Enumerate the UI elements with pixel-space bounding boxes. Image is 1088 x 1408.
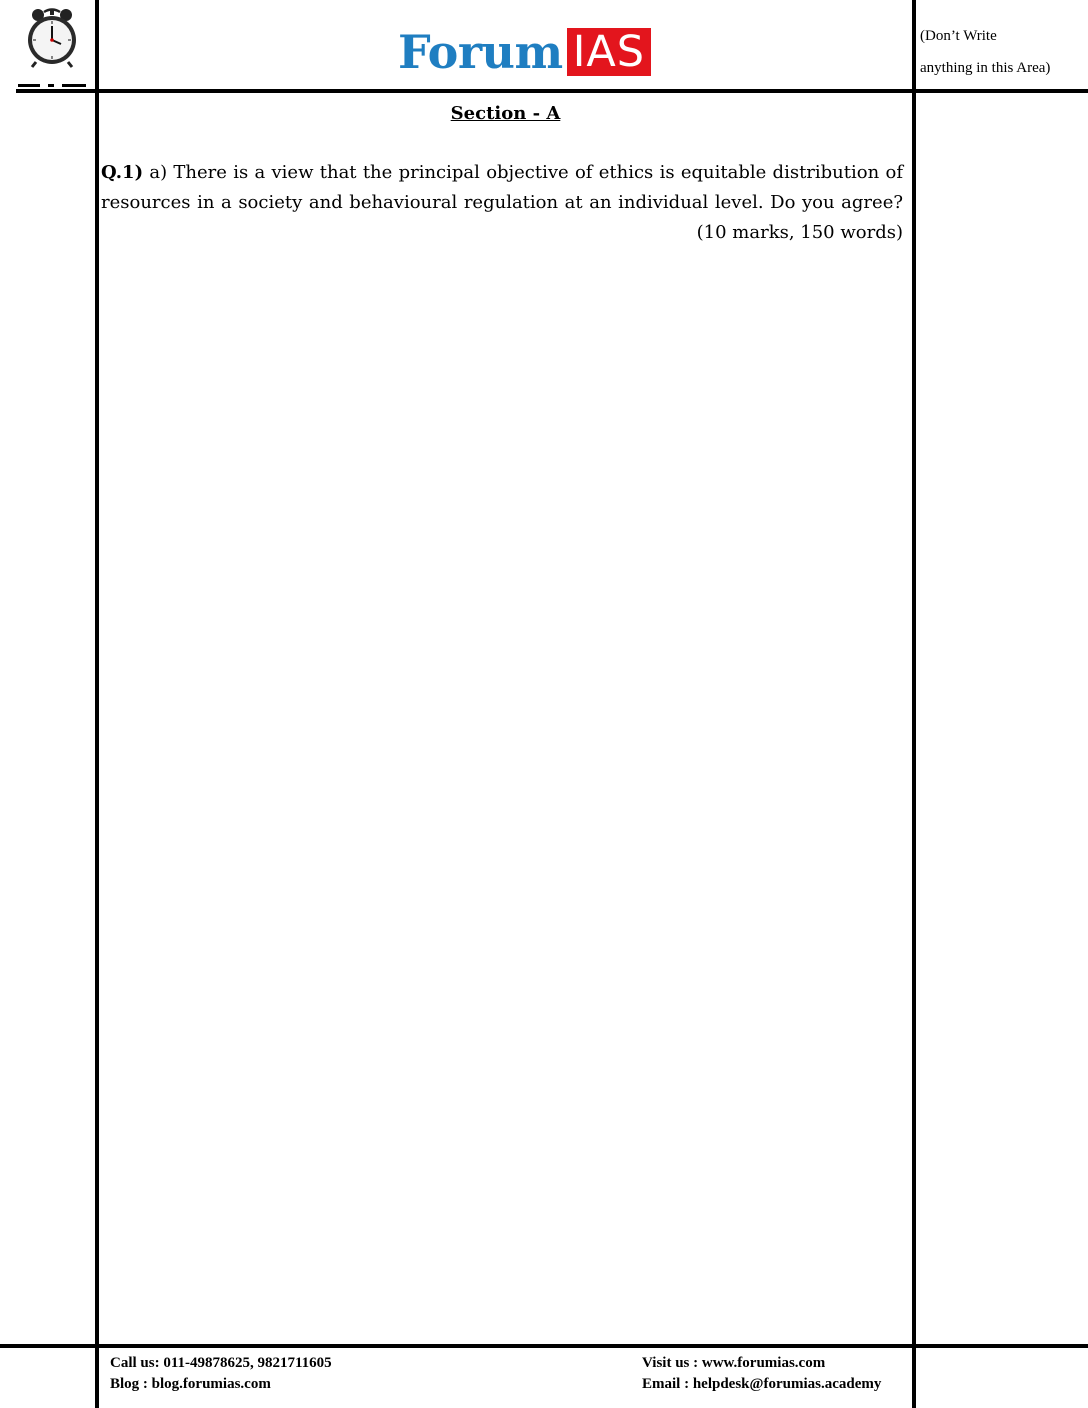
footer-blog: Blog : blog.forumias.com: [110, 1376, 271, 1392]
question-marks: (10 marks, 150 words): [696, 222, 903, 243]
footer-left: [110, 1353, 332, 1395]
right-margin-line: [912, 0, 916, 1408]
footer-right: [642, 1353, 881, 1395]
logo-forum-text: Forum: [398, 25, 563, 79]
footer-email: Email : helpdesk@forumias.academy: [642, 1376, 882, 1392]
note-line-2: anything in this Area): [920, 60, 1051, 76]
clock-underline: [18, 84, 40, 87]
clock-underline: [48, 84, 54, 87]
question-number: Q.1): [101, 162, 144, 183]
logo-ias-text: IAS: [567, 28, 651, 76]
section-title: Section - A: [450, 103, 561, 124]
footer-divider-line: [0, 1344, 1088, 1348]
do-not-write-note: [920, 20, 1080, 84]
question-text-block: [101, 158, 903, 218]
alarm-clock-icon: [24, 6, 80, 68]
footer-call: Call us: 011-49878625, 9821711605: [110, 1355, 332, 1371]
question-text: a) There is a view that the principal objective of ethics is equitable distribution of resources in a society and behavioural regulation at an individual level. Do you agree?: [101, 162, 903, 213]
clock-underline: [62, 84, 86, 87]
left-margin-line: [95, 0, 99, 1408]
footer-visit: Visit us : www.forumias.com: [642, 1355, 826, 1371]
header-divider-line: [16, 89, 1088, 93]
forumias-logo: [398, 25, 651, 79]
note-line-1: (Don’t Write: [920, 28, 997, 44]
